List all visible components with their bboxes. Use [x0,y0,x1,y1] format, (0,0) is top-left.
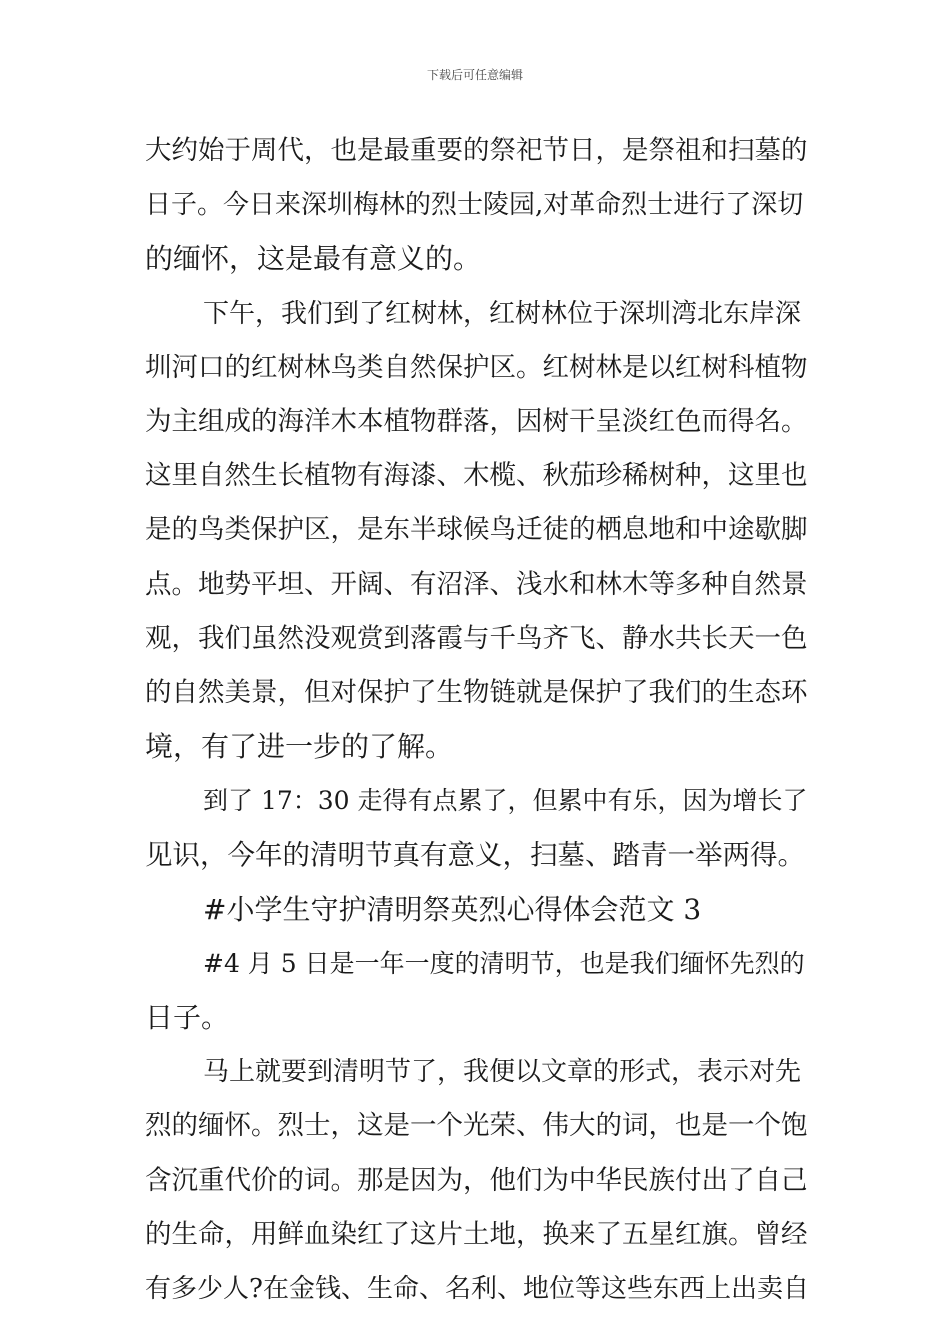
document-body [145,124,810,1316]
text-line: 境，有了进一步的了解。 [145,730,454,764]
text-line: 烈的缅怀。烈士，这是一个光荣、伟大的词，也是一个饱 [145,1110,808,1142]
text-line: 见识，今年的清明节真有意义，扫墓、踏青一举两得。 [145,839,805,872]
text-line: 这里自然生长植物有海漆、木榄、秋茄珍稀树种，这里也 [145,460,808,492]
text-line: 为主组成的海洋木本植物群落，因树干呈淡红色而得名。 [145,405,808,437]
text-line: 观，我们虽然没观赏到落霞与千鸟齐飞、静水共长天一色 [145,622,808,654]
text-line: 有多少人?在金钱、生命、名利、地位等这些东西上出卖自 [145,1273,809,1304]
text-line: 的自然美景，但对保护了生物链就是保护了我们的生态环 [145,676,808,708]
text-line: 的生命，用鲜血染红了这片土地，换来了五星红旗。曾经 [145,1218,808,1250]
page-header: 下载后可任意编辑 [426,68,523,82]
paragraph-start-line: 下午，我们到了红树林，红树林位于深圳湾北东岸深 [203,298,802,329]
text-line: 日子。 [145,1001,230,1034]
text-line: 的缅怀，这是最有意义的。 [145,242,482,276]
paragraph-start-line: 马上就要到清明节了，我便以文章的形式，表示对先 [203,1057,802,1088]
paragraph-start-line: #4 月 5 日是一年一度的清明节，也是我们缅怀先烈的 [203,948,805,978]
text-line: 点。地势平坦、开阔、有沼泽、浅水和林木等多种自然景 [145,568,808,600]
text-line: 圳河口的红树林鸟类自然保护区。红树林是以红树科植物 [145,351,808,383]
paragraph-start-line: 到了 17：30 走得有点累了，但累中有乐，因为增长了 [203,786,808,816]
text-line: 含沉重代价的词。那是因为，他们为中华民族付出了自己 [145,1164,808,1196]
text-line: 日子。今日来深圳梅林的烈士陵园,对革命烈士进行了深切 [145,190,804,221]
section-heading: #小学生守护清明祭英烈心得体会范文 3 [203,892,702,926]
text-line: 是的鸟类保护区，是东半球候鸟迁徒的栖息地和中途歇脚 [145,514,808,546]
text-line: 大约始于周代，也是最重要的祭祀节日，是祭祖和扫墓的 [145,135,808,166]
